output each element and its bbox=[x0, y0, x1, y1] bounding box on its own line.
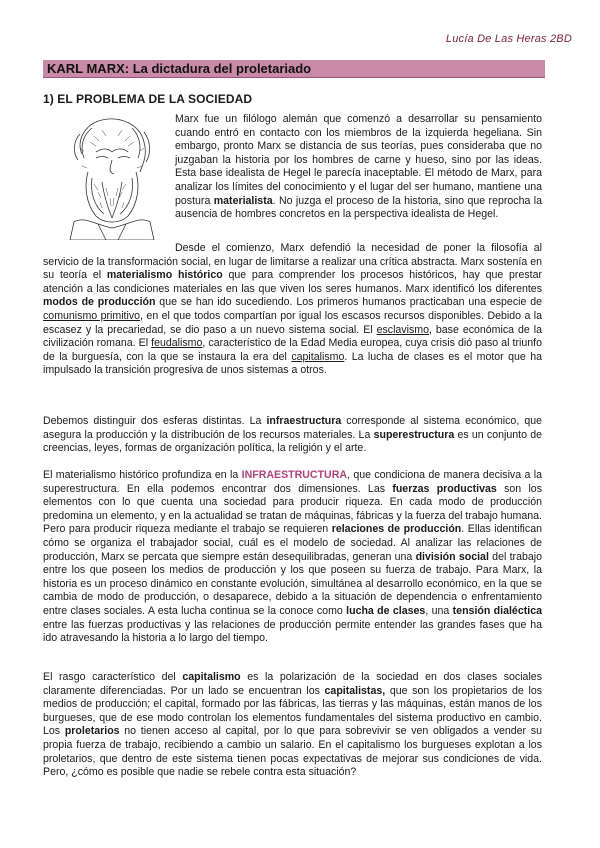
section-heading: 1) EL PROBLEMA DE LA SOCIEDAD bbox=[43, 92, 253, 106]
karl-marx-portrait bbox=[62, 112, 162, 240]
paragraph-infrastructure: El materialismo histórico profundiza en la INFRAESTRUCTURA, que condiciona de manera decisiva a la superestructura. En ella podemos encontrar dos dimensiones. Las fuerzas productivas son los elementos con lo que cuenta una sociedad para producir riqueza. En cada modo de producción predomina un elemento, y en la actualidad se tratan de máquinas, fábricas y la fuerza del trabajo humana. Pero para producir riqueza mediante el trabajo se requieren relaciones de producción. Ellas identifican cómo se organiza el trabajador social, cuál es el modelo de sociedad. Al analizar las relaciones de producción, Marx se percata que siempre están desequilibradas, generan una división social del trabajo entre los que poseen los medios de producción y los que poseen su fuerza de trabajo. Para Marx, la historia es un proceso dinámico en constante evolución, simultánea al desarrollo económico, en la que se cambia de modo de producción, o desaparece, debido a la situación de dependencia o enfrentamiento entre clases sociales. A esta lucha continua se la conoce como lucha de clases, una tensión dialéctica entre las fuerzas productivas y las relaciones de producción permite entender las grandes fases que ha ido atravesando la historia a lo largo del tiempo. bbox=[43, 469, 542, 645]
document-title: KARL MARX: La dictadura del proletariado bbox=[47, 61, 312, 76]
paragraph-materialism: Desde el comienzo, Marx defendió la necesidad de poner la filosofía al servicio de la transformación social, en lugar de limitarse a realizar una crítica abstracta. Marx sostenía en su teoría el materialismo histórico que para comprender los procesos históricos, hay que prestar atención a las condiciones materiales en las que viven los seres humanos. Marx identificó los diferentes modos de producción que se han ido sucediendo. Los primeros humanos practicaban una especie de comunismo primitivo, en el que todos compartían por igual los escasos recursos disponibles. Debido a la escasez y la precariedad, se dio paso a un nuevo sistema social. El esclavismo, base económica de la civilización romana. El feudalismo, característico de la Edad Media europea, cuya crisis dió paso al triunfo de la burguesía, con la que se instaura la era del capitalismo. La lucha de clases es el motor que ha impulsado la transición progresiva de unos sistemas a otros. bbox=[43, 242, 543, 377]
paragraph-capitalism: El rasgo característico del capitalismo es la polarización de la sociedad en dos clases sociales claramente diferenciadas. Por un lado se encuentran los capitalistas, que son los propietarios de los medios de producción; el capital, formado por las fábricas, las tierras y las máquinas, están manos de los burgueses, que de ese modo controlan los elementos fundamentales del sistema productivo en cambio. Los proletarios no tienen acceso al capital, por lo que para sobrevivir se ven obligados a vender su propia fuerza de trabajo, recibiendo a cambio un salario. En el capitalismo los burgueses explotan a los proletarios, que dentro de este sistema tienen pocas expectativas de mejorar sus condiciones de vida. Pero, ¿cómo es posible que nadie se rebele contra esta situación? bbox=[43, 671, 543, 779]
paragraph-spheres: Debemos distinguir dos esferas distintas. La infraestructura corresponde al sistema económico, que asegura la producción y la distribución de los recursos materiales. La superestructura es un conjunto de creencias, leyes, formas de organización política, la religión y el arte. bbox=[43, 415, 542, 455]
author-name: Lucía De Las Heras 2BD bbox=[445, 33, 572, 45]
title-bar bbox=[43, 60, 545, 78]
intro-paragraph: Marx fue un filólogo alemán que comenzó a desarrollar su pensamiento cuando entró en contacto con los miembros de la izquierda hegeliana. Sin embargo, pronto Marx se distancia de sus teorías, pues consideraba que no juzgaban la historia por los hombres de carne y hueso, sino por las ideas. Esta base idealista de Hegel le parecía inaceptable. El método de Marx, para analizar los límites del conocimiento y el lugar del ser humano, mantiene una postura materialista. No juzga el proceso de la historia, sino que reprocha la ausencia de hombres concretos en la perspectiva idealista de Hegel. bbox=[175, 113, 542, 221]
